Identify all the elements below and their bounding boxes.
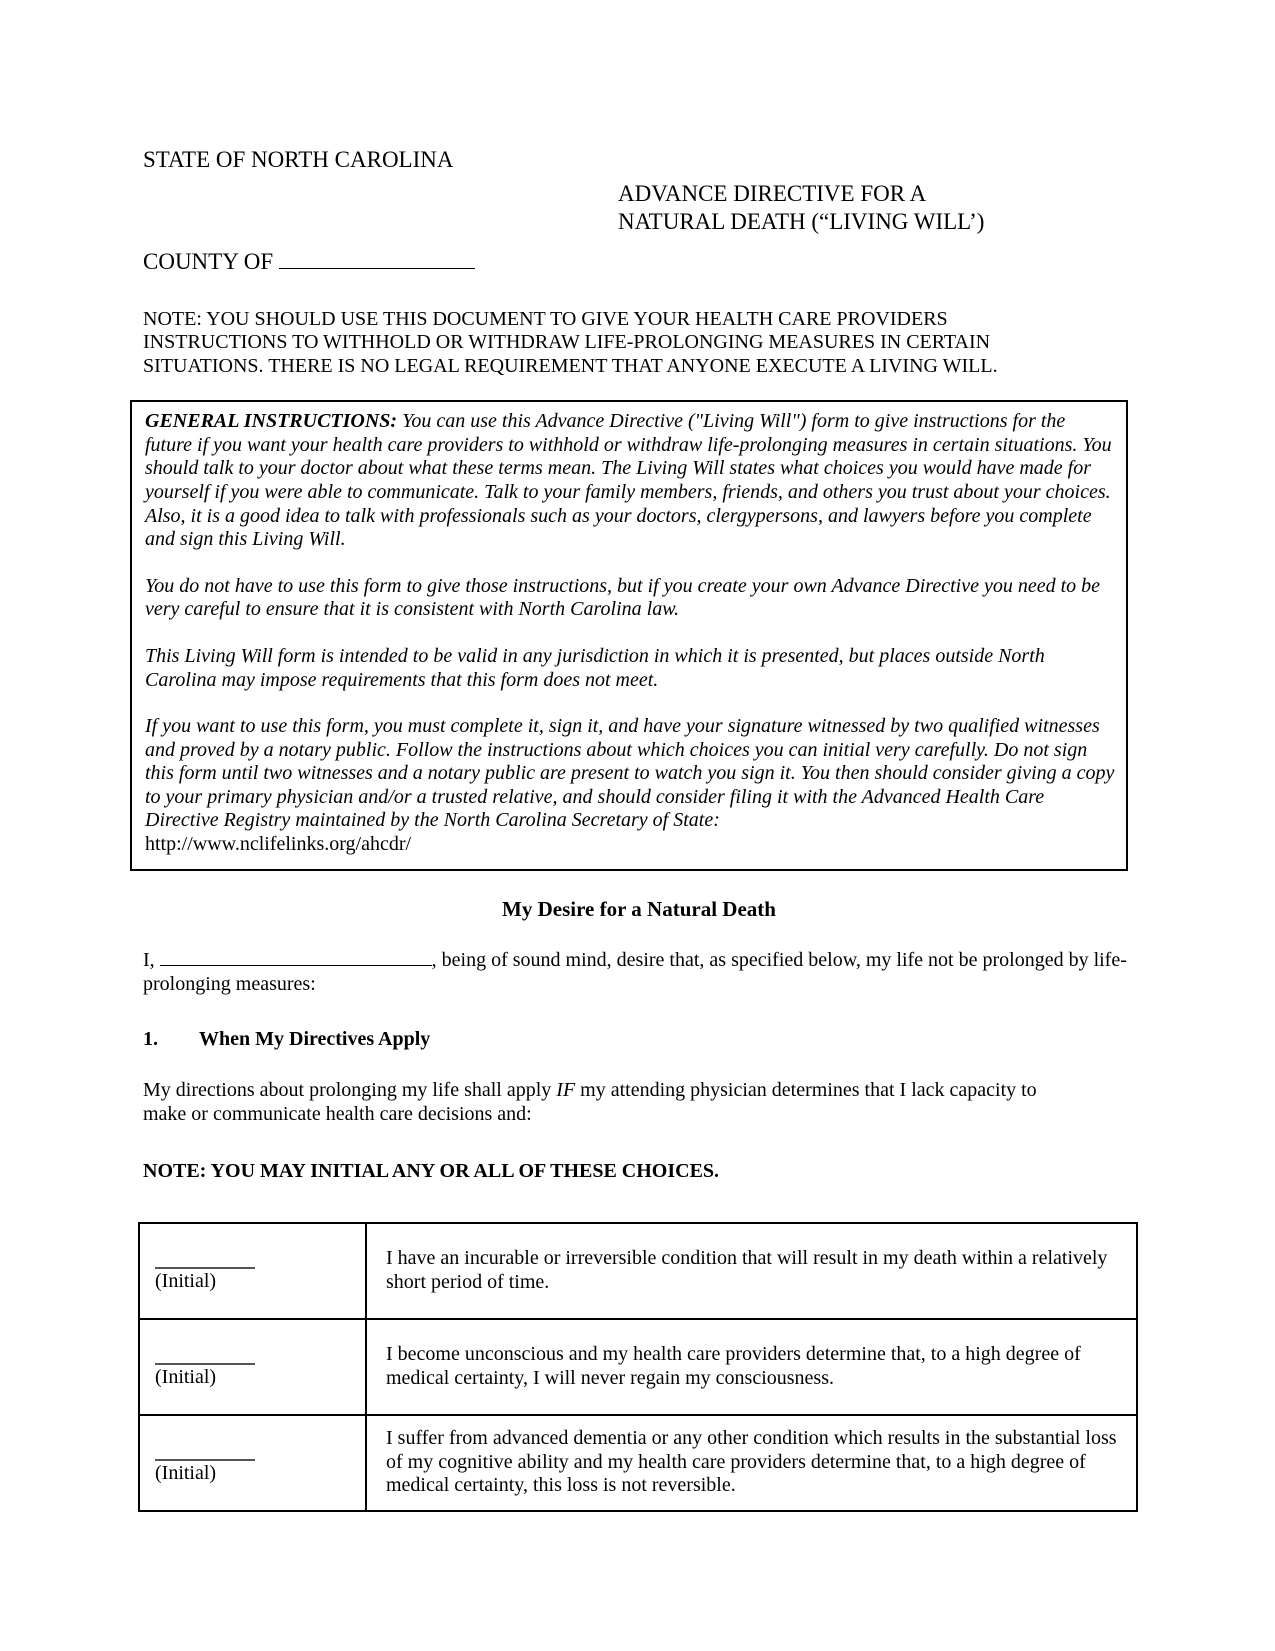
table-row [139, 1223, 1137, 1319]
initial-block-1 [155, 1267, 355, 1293]
document-title-line2: NATURAL DEATH (“LIVING WILL’) [618, 208, 985, 234]
initial-label-2: (Initial) [155, 1366, 217, 1389]
general-instructions-paragraph-4 [145, 715, 1115, 857]
declaration-prefix: I, [143, 949, 155, 972]
county-line [143, 249, 1135, 276]
declarant-name-blank[interactable] [160, 950, 432, 966]
county-blank[interactable] [279, 253, 475, 269]
initial-label-3: (Initial) [155, 1462, 217, 1485]
directives-apply-emphasis: IF [556, 1079, 576, 1102]
directives-apply-text-after: my attending physician determines that I lack capacity to make or communicate health care decisions and: [143, 1079, 1037, 1125]
general-instructions-text-1: You can use this Advance Directive ("Living Will") form to give instructions for the future if you want your health care providers to withhold or withdraw life-prolonging measures in certain situations. You should talk to your doctor about what these terms mean. The Living Will states what choices you would have made for yourself if you were able to communicate. Talk to your family members, friends, and others you trust about your choices. Also, it is a good idea to talk with professionals such as your doctors, clergypersons, and lawyers before you complete and sign this Living Will. [145, 410, 1112, 551]
document-title-line1: ADVANCE DIRECTIVE FOR A [618, 180, 927, 206]
choices-table [138, 1222, 1138, 1512]
general-instructions-paragraph-3: This Living Will form is intended to be valid in any jurisdiction in which it is presented, but places outside North Carolina may impose requirements that this form does not meet. [145, 644, 1045, 691]
initial-block-3 [155, 1459, 355, 1485]
initial-blank-2[interactable] [155, 1363, 255, 1365]
initial-cell-1 [139, 1223, 366, 1319]
directives-apply-paragraph [143, 1079, 1048, 1126]
table-row [139, 1319, 1137, 1415]
initial-cell-3 [139, 1415, 366, 1511]
section-1-heading [143, 1028, 1135, 1051]
general-instructions-paragraph-2: You do not have to use this form to give those instructions, but if you create your own Advance Directive you need to be very careful to ensure that it is consistent with North Carolina law. [145, 574, 1101, 621]
directives-apply-text-before: My directions about prolonging my life shall apply [143, 1079, 557, 1102]
initial-blank-1[interactable] [155, 1267, 255, 1269]
registry-url: http://www.nclifelinks.org/ahcdr/ [145, 833, 412, 856]
initial-label-1: (Initial) [155, 1270, 217, 1293]
initial-block-2 [155, 1363, 355, 1389]
section-1-heading-label: When My Directives Apply [199, 1028, 431, 1051]
initial-choices-note: NOTE: YOU MAY INITIAL ANY OR ALL OF THESE CHOICES. [143, 1160, 720, 1183]
county-label: COUNTY OF [143, 249, 274, 275]
general-instructions-box [130, 400, 1128, 871]
general-instructions-text-4: If you want to use this form, you must complete it, sign it, and have your signature witnessed by two qualified witnesses and proved by a notary public. Follow the instructions about which choices you can initial very carefully. Do not sign this form until two witnesses and a notary public are present to watch you sign it. You then should consider giving a copy to your primary physician and/or a trusted relative, and should consider filing it with the Advanced Health Care Directive Registry maintained by the North Carolina Secretary of State: [145, 715, 1115, 832]
state-heading: STATE OF NORTH CAROLINA [143, 147, 454, 172]
choice-text-2: I become unconscious and my health care providers determine that, to a high degree of medical certainty, I will never regain my consciousness. [366, 1319, 1137, 1415]
choice-text-1: I have an incurable or irreversible condition that will result in my death within a relatively short period of time. [366, 1223, 1137, 1319]
document-title [618, 180, 1135, 235]
declaration-suffix: , being of sound mind, desire that, as specified below, my life not be prolonged by life-prolonging measures: [143, 949, 1127, 995]
general-instructions-label: GENERAL INSTRUCTIONS: [145, 410, 398, 433]
section-1-number: 1. [143, 1028, 158, 1051]
section-title: My Desire for a Natural Death [502, 896, 776, 921]
initial-blank-3[interactable] [155, 1459, 255, 1461]
usage-note-paragraph: NOTE: YOU SHOULD USE THIS DOCUMENT TO GIVE YOUR HEALTH CARE PROVIDERS INSTRUCTIONS TO WITHHOLD OR WITHDRAW LIFE-PROLONGING MEASURES IN CERTAIN SITUATIONS. THERE IS NO LEGAL REQUIREMENT THAT ANYONE EXECUTE A LIVING WILL. [143, 308, 998, 377]
initial-cell-2 [139, 1319, 366, 1415]
table-row [139, 1415, 1137, 1511]
general-instructions-paragraph-1 [145, 410, 1115, 552]
choice-text-3: I suffer from advanced dementia or any other condition which results in the substantial loss of my cognitive ability and my health care providers determine that, to a high degree of medical certainty, this loss is not reversible. [366, 1415, 1137, 1511]
declaration-paragraph [143, 949, 1135, 996]
